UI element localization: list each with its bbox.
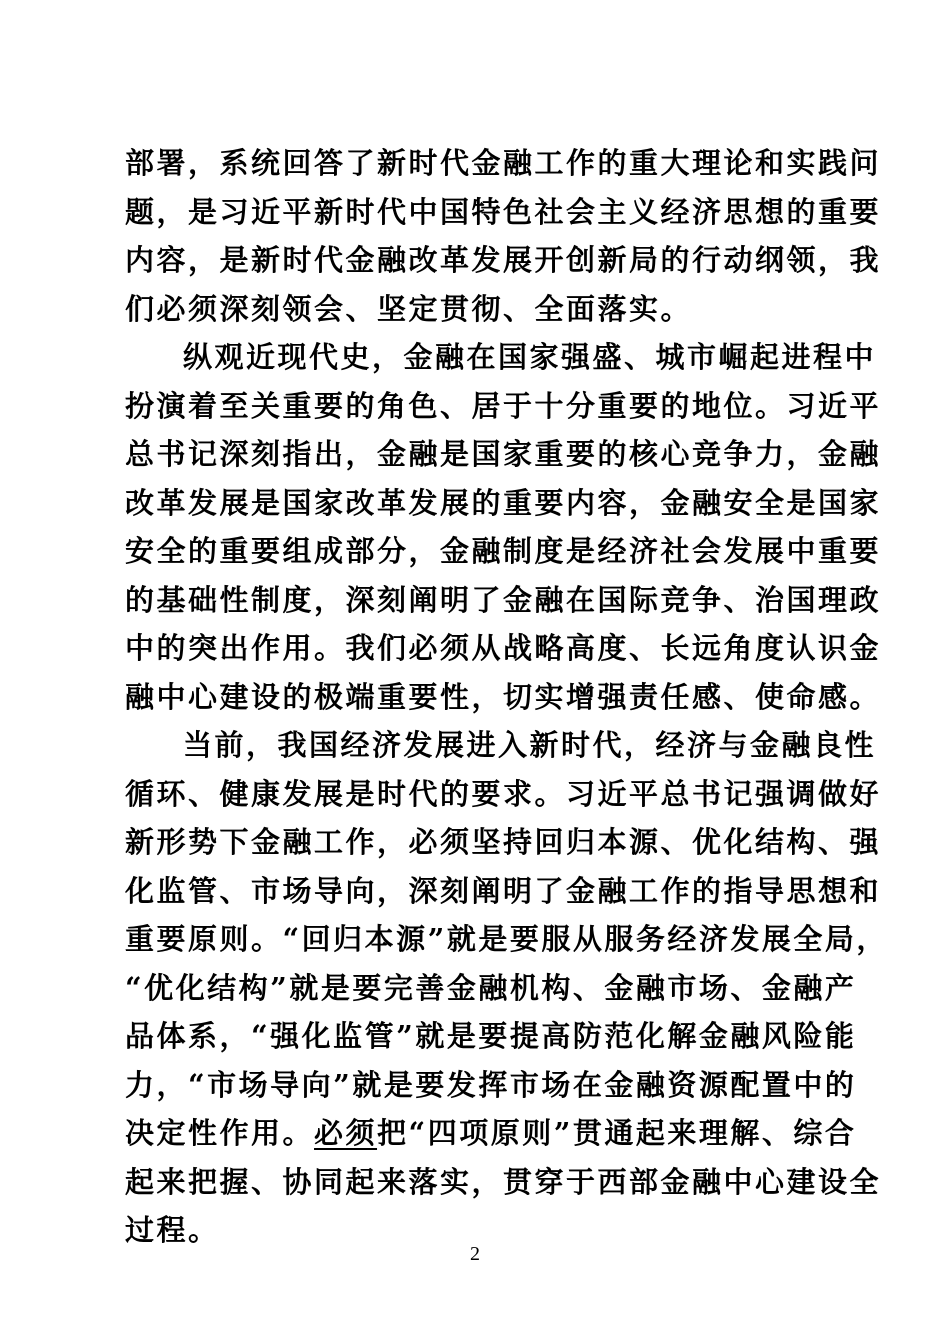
text-line bbox=[125, 236, 882, 285]
text-segment: 纵观近现代史，金融在国家强盛、城市崛起进程中 bbox=[183, 340, 877, 374]
text-segment: 当前，我国经济发展进入新时代，经济与金融良性 bbox=[183, 728, 877, 762]
text-line bbox=[125, 139, 882, 188]
text-line bbox=[125, 479, 882, 528]
text-line bbox=[125, 673, 882, 722]
text-line bbox=[125, 1012, 857, 1061]
text-line bbox=[125, 770, 882, 819]
text-segment: 起来把握、协同起来落实，贯穿于西部金融中心建设全 bbox=[125, 1164, 882, 1199]
paragraph-first-line bbox=[125, 721, 877, 770]
text-line bbox=[125, 1109, 857, 1158]
text-segment: 中的突出作用。我们必须从战略高度、长远角度认识金 bbox=[125, 631, 882, 665]
text-line bbox=[125, 818, 882, 867]
text-segment: 的基础性制度，深刻阐明了金融在国际竞争、治国理政 bbox=[125, 582, 882, 617]
paragraph-first-line bbox=[125, 333, 877, 382]
text-segment: 力，“市场导向”就是要发挥市场在金融资源配置中的 bbox=[125, 1067, 857, 1102]
text-segment: 化监管、市场导向，深刻阐明了金融工作的指导思想和 bbox=[125, 873, 882, 908]
text-segment: 重要原则。“回归本源”就是要服从服务经济发展全局， bbox=[125, 922, 888, 956]
text-segment: 新形势下金融工作，必须坚持回归本源、优化结构、强 bbox=[125, 825, 882, 859]
text-line bbox=[125, 1158, 882, 1207]
text-segment: 品体系，“强化监管”就是要提高防范化解金融风险能 bbox=[125, 1019, 857, 1053]
text-line bbox=[125, 527, 882, 576]
text-segment: 扮演着至关重要的角色、居于十分重要的地位。习近平 bbox=[125, 388, 882, 423]
text-line bbox=[125, 915, 888, 964]
text-segment: 融中心建设的极端重要性，切实增强责任感、使命感。 bbox=[125, 679, 882, 714]
text-segment: “优化结构”就是要完善金融机构、金融市场、金融产 bbox=[125, 970, 857, 1005]
text-line bbox=[125, 188, 882, 237]
underlined-text: 必须 bbox=[314, 1116, 378, 1150]
text-segment: 题，是习近平新时代中国特色社会主义经济思想的重要 bbox=[125, 194, 882, 229]
document-body bbox=[125, 139, 888, 1255]
text-line bbox=[125, 382, 882, 431]
text-line bbox=[125, 576, 882, 625]
page-number: 2 bbox=[470, 1243, 480, 1265]
text-line bbox=[125, 285, 831, 334]
text-line bbox=[125, 867, 882, 916]
text-line bbox=[125, 624, 882, 673]
text-segment: 内容，是新时代金融改革发展开创新局的行动纲领，我 bbox=[125, 243, 882, 277]
text-segment: 们必须深刻领会、坚定贯彻、全面落实。 bbox=[125, 291, 693, 326]
text-line bbox=[125, 430, 882, 479]
text-line bbox=[125, 1061, 857, 1110]
text-segment: 把“四项原则”贯通起来理解、综合 bbox=[377, 1116, 857, 1150]
text-segment: 部署，系统回答了新时代金融工作的重大理论和实践问 bbox=[125, 146, 882, 180]
text-segment: 循环、健康发展是时代的要求。习近平总书记强调做好 bbox=[125, 776, 882, 811]
text-segment: 改革发展是国家改革发展的重要内容，金融安全是国家 bbox=[125, 485, 882, 520]
text-line bbox=[125, 964, 857, 1013]
text-segment: 安全的重要组成部分，金融制度是经济社会发展中重要 bbox=[125, 534, 882, 568]
text-segment: 总书记深刻指出，金融是国家重要的核心竞争力，金融 bbox=[125, 437, 882, 471]
text-segment: 决定性作用。 bbox=[125, 1116, 315, 1150]
text-segment: 过程。 bbox=[125, 1213, 220, 1247]
